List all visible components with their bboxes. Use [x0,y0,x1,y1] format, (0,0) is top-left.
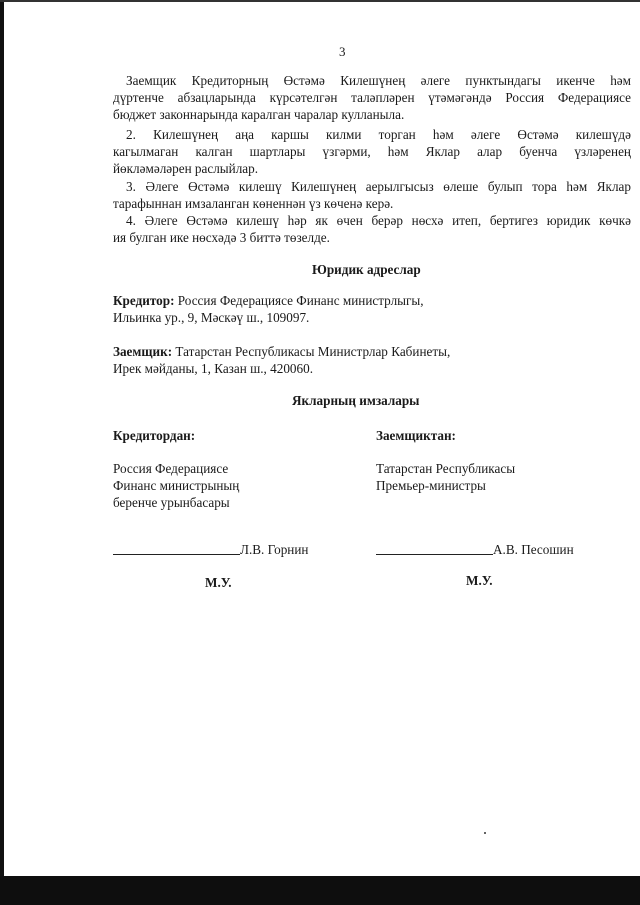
paragraph-line: тарафыннан имзаланган көненнән үз көченә керә. [113,196,394,211]
creditor-position-line: Россия Федерациясе [113,461,229,476]
creditor-signature-line [113,554,240,555]
paragraph-1 [113,72,631,89]
borrower-position-line: Татарстан Республикасы [376,461,516,476]
borrower-position-line: Премьер-министры [376,478,486,493]
borrower-address-line-1 [113,343,450,360]
paragraph-line: 3. Әлеге Өстәмә килешү Килешүнең аерылгысыз өлеше булып тора һәм Яклар [126,179,631,194]
paragraph-2 [113,126,631,177]
paragraph-line: ия булган ике нөсхәдә 3 биттә төзелде. [113,230,330,245]
borrower-address-line-2: Ирек мәйданы, 1, Казан ш., 420060. [113,361,313,376]
scan-left-edge [0,0,4,905]
creditor-signature-title: Кредитордан: [113,428,196,443]
paragraph-line: Заемщик Кредиторның Өстәмә Килешүнең әлеге пунктындагы икенче һәм [126,73,631,88]
paragraph-4 [113,212,631,246]
creditor-position-line: беренче урынбасары [113,495,230,510]
addresses-heading: Юридик адреслар [312,262,421,277]
borrower-signatory-name: А.В. Песошин [493,542,574,557]
borrower-name: Татарстан Республикасы Министрлар Кабинеты, [172,344,451,359]
scan-speck [484,832,486,834]
paragraph-line: дүртенче абзацларында күрсәтелгән таләпләрен үтәмәгәндә Россия Федерациясе [113,90,631,105]
creditor-signatory-name: Л.В. Горнин [240,542,309,557]
paragraph-line: 2. Килешүнең аңа каршы килми торган һәм әлеге Өстәмә килешүдә [126,127,631,142]
scan-bottom-edge [0,876,640,905]
paragraph-3 [113,178,631,212]
borrower-seal-mark: М.У. [466,573,493,588]
borrower-signature-title: Заемщиктан: [376,428,456,443]
paragraph-1-rest [113,89,631,123]
paragraph-line: йөкләмәләрен раслыйлар. [113,161,259,176]
page-number: 3 [339,44,346,59]
creditor-address-line-2: Ильинка ур., 9, Мәскәү ш., 109097. [113,310,310,325]
creditor-label: Кредитор: [113,293,175,308]
paragraph-line: 4. Әлеге Өстәмә килешү һәр як өчен берәр нөсхә итеп, бертигез юридик көчкә [126,213,631,228]
creditor-seal-mark: М.У. [205,575,232,590]
creditor-position-line: Финанс министрының [113,478,240,493]
borrower-signature-line [376,554,493,555]
scan-top-edge [0,0,640,2]
creditor-address-line-1 [113,292,424,309]
signatures-heading: Якларның имзалары [292,393,420,408]
paragraph-line: бюджет законнарында каралган чаралар кулланыла. [113,107,405,122]
paragraph-line: кагылмаган калган шартлары үзгәрми, һәм Яклар алар буенча үзләренең [113,144,631,159]
borrower-label: Заемщик: [113,344,173,359]
creditor-name: Россия Федерациясе Финанс министрлыгы, [174,293,424,308]
